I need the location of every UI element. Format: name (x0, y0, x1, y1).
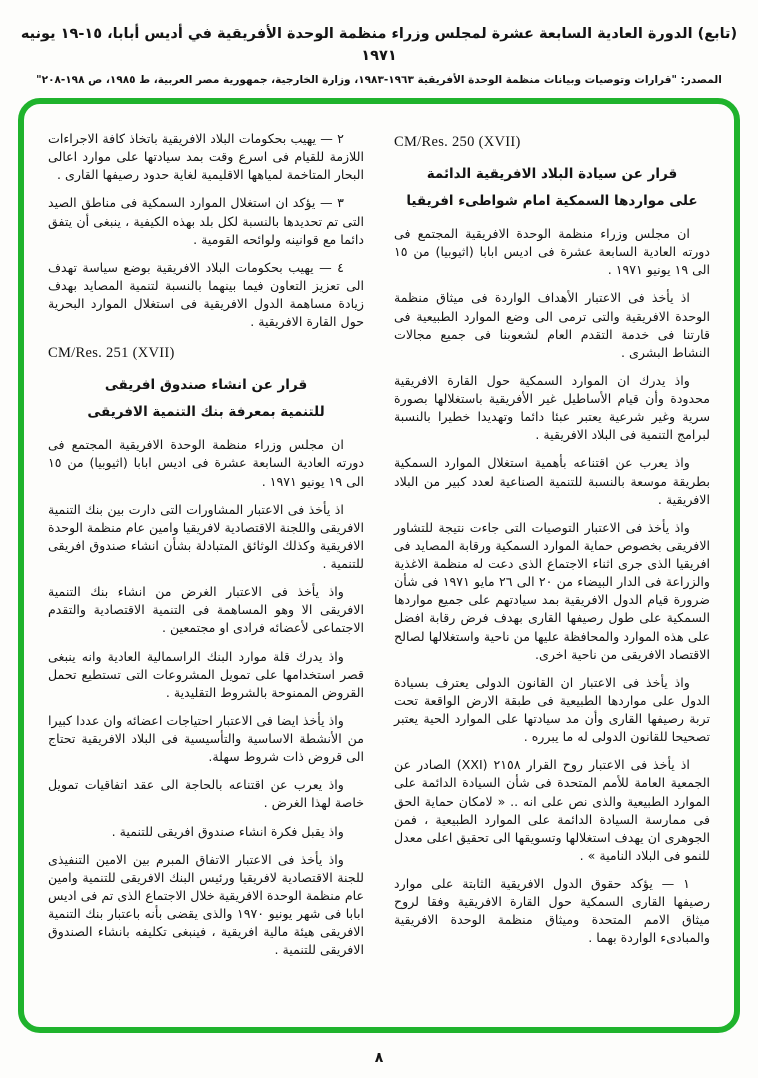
paragraph: واذ يأخذ ايضا فى الاعتبار احتياجات اعضائه وان عددا كبيرا من الأنشطة الاساسية والتأسيسية فى البلاد الافريقية تحتاج الى قروض ذات شروط سهلة. (48, 712, 364, 765)
paragraph: واذ يأخذ فى الاعتبار الاتفاق المبرم بين الامين التنفيذى للجنة الاقتصادية لافريقيا ورئيس البنك الافريقى للتنمية وامين عام منظمة الوحدة الافريقية خلال الاجتماع الذى تم فى اديس ابابا فى شهر يونيو ١٩٧٠ والذى يقضى بأنه باعتبار بنك التنمية الافريقى هيئة مالية افريقية ، فينبغى تكليفه بانشاء الصندوق الافريقى للتنمية . (48, 851, 364, 958)
column-right (394, 130, 710, 1019)
paragraph: واذ يدرك ان الموارد السمكية حول القارة الافريقية محدودة وأن قيام الأساطيل غير الأفريقية باستغلالها بصورة سرية وغير شرعية يعتبر عبئا دائما وتهديدا خطيرا بالنسبة لبرامج التنمية فى البلاد الافريقية . (394, 372, 710, 443)
paragraph: واذ يأخذ فى الاعتبار ان القانون الدولى يعترف بسيادة الدول على مواردها الطبيعية فى طبقة الارض الواقعة تحت تربة رصيفها القارى وأن مد سيادتها على الموارد الحية يعتبر تصحيحا للقانون الدولى له ما يبرره . (394, 674, 710, 745)
content-border-box (18, 98, 740, 1033)
resolution-251-title (48, 372, 364, 426)
page-number: ٨ (374, 1050, 384, 1066)
resolution-250-ref: CM/Res. 250 (XVII) (394, 134, 521, 150)
paragraph: ٣ — يؤكد ان استغلال الموارد السمكية فى مناطق الصيد التى تم تحديدها بالنسبة لكل بلد بهذه الكيفية ، ينبغى أن يتفق دائما مع قوانينه ولوائحه القومية . (48, 195, 364, 247)
column-left (48, 130, 364, 1019)
paragraph: واذ يدرك قلة موارد البنك الراسمالية العادية وانه ينبغى قصر استخدامها على تمويل المشروعات التى تستطيع تحمل القروض الممنوحة بالشروط التقليدية . (48, 648, 364, 700)
paragraph: ان مجلس وزراء منظمة الوحدة الافريقية المجتمع فى دورته العادية السابعة عشرة فى اديس ابابا (اثيوبيا) من ١٥ الى ١٩ يونيو ١٩٧١ . (48, 437, 364, 489)
paragraph: اذ يأخذ فى الاعتبار المشاورات التى دارت بين بنك التنمية الافريقى واللجنة الاقتصادية لافريقيا وامين عام منظمة الوحدة الافريقية وكذلك الوثائق المتبادلة بشأن انشاء صندوق افريقى للتنمية . (48, 501, 364, 571)
resolution-250-title-line2: على مواردها السمكية امام شواطىء افريقيا (406, 193, 698, 209)
paragraph: واذ يعرب عن اقتناعه بأهمية استغلال الموارد السمكية بطريقة موسعة بالنسبة للتنمية الصناعية لعدد كبير من البلاد الافريقية . (394, 455, 710, 507)
paragraph: ١ — يؤكد حقوق الدول الافريقية الثابتة على موارد رصيفها القارى السمكية حول القارة الافريقية وفقا لروح ميثاق الامم المتحدة وميثاق منظمة الوحدة الافريقية والمبادىء الواردة بهما . (394, 876, 710, 946)
paragraph: واذ يقبل فكرة انشاء صندوق افريقى للتنمية . (111, 823, 344, 839)
paragraph: ان مجلس وزراء منظمة الوحدة الافريقية المجتمع فى دورته العادية السابعة عشرة فى اديس ابابا (اثيوبيا) من ١٥ الى ١٩ يونيو ١٩٧١ . (394, 226, 710, 278)
resolution-251-title-line1: قرار عن انشاء صندوق افريقى (104, 377, 308, 394)
resolution-250-title (394, 161, 710, 215)
resolution-251-ref: CM/Res. 251 (XVII) (48, 345, 175, 362)
paragraph: واذ يأخذ فى الاعتبار التوصيات التى جاءت نتيجة للتشاور الافريقى بخصوص حماية الموارد السمكية ورقابة المصايد فى افريقيا الذى جرى اثناء الاجتماع الذى دعت له منظمة الاغذية والزراعة فى الدار البيضاء من ٢٠ الى ٢٦ مايو ١٩٧١ فى شأن ضرورة قيام الدول الافريقية بمد سيادتهم على جميع مواردها السمكية على طول رصيفها القارى بهدف فرض رقابة افضل على هذه الموارد والمحافظة عليها من ناحية واستغلالها لصالح الاقتصاد الافريقى من ناحية اخرى. (394, 519, 710, 662)
page-header (0, 0, 758, 89)
session-header-line: (تابع) الدورة العادية السابعة عشرة لمجلس وزراء منظمة الوحدة الأفريقية في أديس أبابا، ١٥-١٩ يونيه ١٩٧١ (20, 26, 738, 64)
resolution-250-title-line1: قرار عن سيادة البلاد الافريقية الدائمة (426, 166, 678, 182)
paragraph: اذ يأخذ فى الاعتبار روح القرار ٢١٥٨ (XXI) الصادر عن الجمعية العامة للأمم المتحدة فى شأن السيادة الدائمة على الموارد الطبيعية والذى نص على انه .. « لامكان حماية الحق فى ممارسة السيادة الدائمة على الموارد الطبيعية ، فمن الجوهرى ان يهدف استغلالها وتسويقها الى تحقيق اعلى معدل للنمو فى البلاد النامية » . (394, 757, 710, 863)
paragraph: ٤ — يهيب بحكومات البلاد الافريقية بوضع سياسة تهدف الى تعزيز التعاون فيما بينهما بالنسبة لتنمية المصايد بهدف زيادة مساهمة الدول الافريقية فى استغلال الموارد البحرية حول القارة الافريقية . (48, 259, 364, 330)
paragraph: واذ يعرب عن اقتناعه بالحاجة الى عقد اتفاقيات تمويل خاصة لهذا الغرض . (48, 777, 364, 811)
two-column-layout (48, 130, 710, 1019)
resolution-251-title-line2: للتنمية بمعرفة بنك التنمية الافريقى (87, 404, 325, 421)
source-citation-line: المصدر: "قرارات وتوصيات وبيانات منظمة الوحدة الأفريقية ١٩٦٣-١٩٨٣، وزارة الخارجية، جمهورية مصر العربية، ط ١٩٨٥، ص ١٩٨-٢٠٨" (36, 73, 722, 86)
paragraph: اذ يأخذ فى الاعتبار الأهداف الواردة فى ميثاق منظمة الوحدة الافريقية والتى ترمى الى وضع الموارد الطبيعية فى قارتنا فى خدمة التقدم العام لشعوبنا فى جميع مجالات النشاط البشرى . (394, 290, 710, 360)
paragraph: واذ يأخذ فى الاعتبار الغرض من انشاء بنك التنمية الافريقى الا وهو المساهمة فى التنمية الاقتصادية والتقدم الاجتماعى لأعضائه فرادى او مجتمعين . (48, 584, 364, 636)
paragraph: ٢ — يهيب بحكومات البلاد الافريقية باتخاذ كافة الاجراءات اللازمة للقيام فى اسرع وقت بمد سيادتها على موارد اعالى البحار المتاخمة لمياهها الاقليمية لغاية حدود رصيفها القارى . (48, 131, 364, 183)
